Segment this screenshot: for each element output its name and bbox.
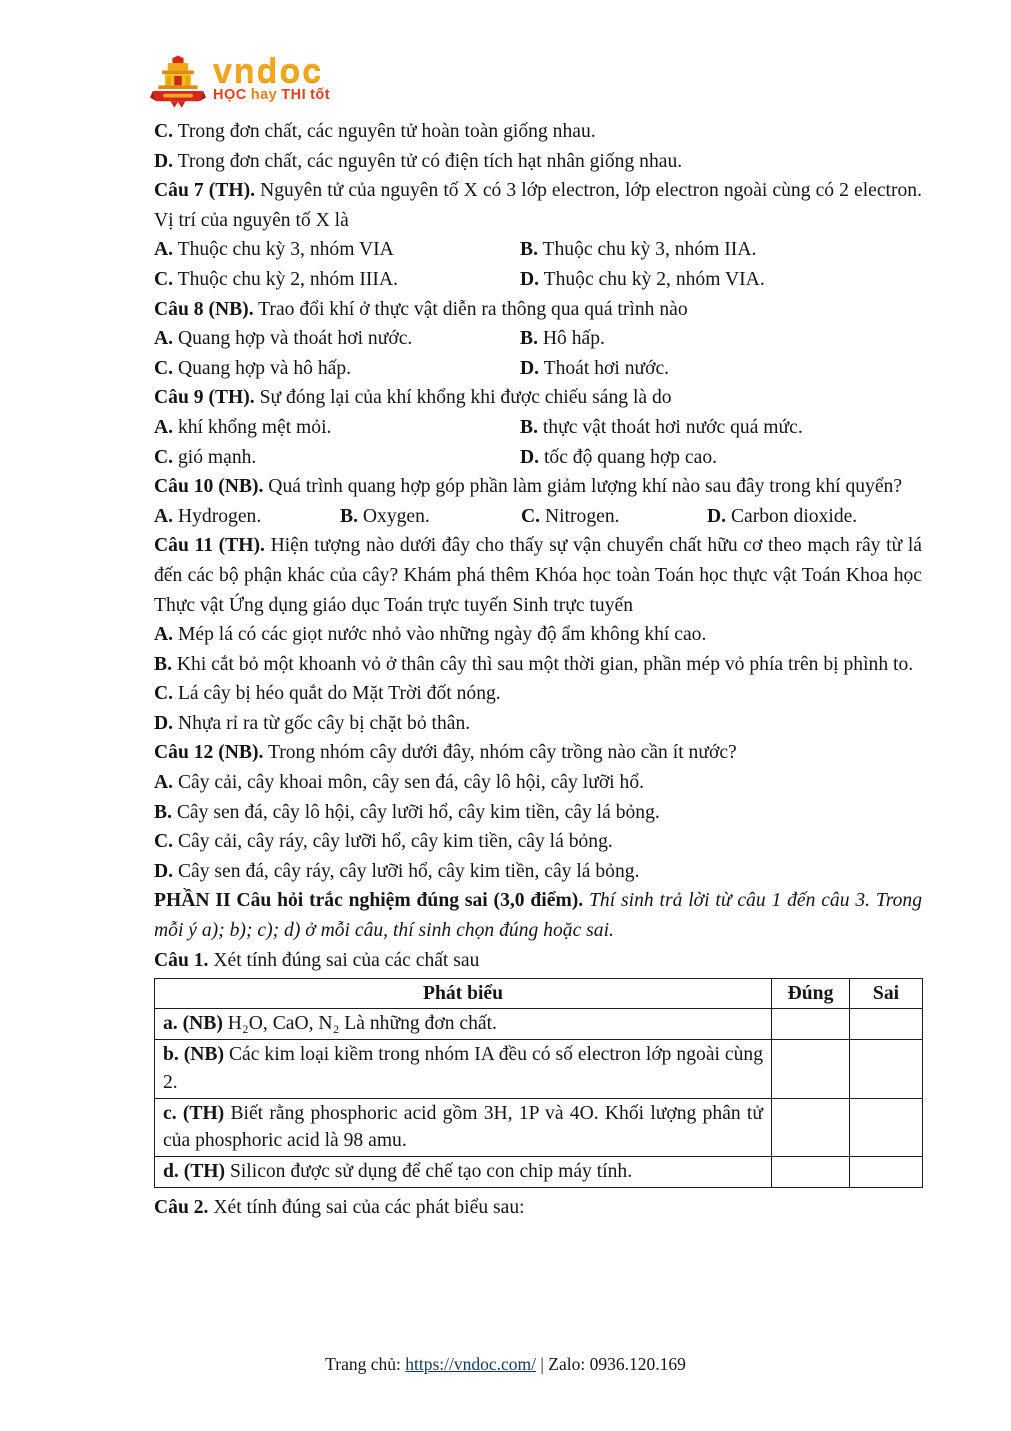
option-text: Cây cải, cây ráy, cây lưỡi hổ, cây kim tiền, cây lá bỏng. [173, 831, 613, 853]
statement-text: Silicon được sử dụng để chế tạo con chip máy tính. [225, 1161, 633, 1183]
option-q12-c [154, 827, 922, 857]
statement-cell-d [155, 1157, 772, 1188]
table-row [155, 1040, 923, 1098]
true-cell-c [772, 1098, 850, 1156]
options-row [154, 443, 922, 473]
column-header-statement: Phát biểu [155, 979, 772, 1009]
statement-label: c. (TH) [163, 1102, 225, 1124]
statement-text: H₂O, CaO, N₂ Là những đơn chất. [222, 1013, 497, 1035]
option-label: D. [520, 357, 540, 379]
table-row [155, 1098, 923, 1156]
section-title: PHẦN II Câu hỏi trắc nghiệm đúng sai (3,0 điểm). [154, 890, 584, 912]
false-cell-b [850, 1040, 923, 1098]
option-text: Oxygen. [357, 505, 430, 527]
option-text: Thuộc chu kỳ 3, nhóm VIA [173, 239, 394, 261]
statement-label: d. (TH) [163, 1161, 226, 1183]
option-q12-d [154, 857, 922, 887]
column-header-false: Sai [850, 979, 923, 1009]
question-7 [154, 176, 922, 235]
document-body [154, 117, 922, 1223]
option-label: C. [154, 121, 174, 142]
option-text: Cây cải, cây khoai môn, cây sen đá, cây lô hội, cây lưỡi hổ. [173, 772, 645, 794]
option-q10-a [154, 502, 340, 532]
question-label: Câu 11 (TH). [154, 535, 265, 557]
question-text: Xét tính đúng sai của các phát biểu sau: [208, 1197, 525, 1219]
section-2-heading [154, 886, 922, 945]
tagline-word: THI [281, 87, 307, 103]
question-text: Nguyên tử của nguyên tố X có 3 lớp electron, lớp electron ngoài cùng có 2 electron. Vị trí của nguyên tố X là [154, 180, 922, 231]
column-header-true: Đúng [772, 979, 850, 1009]
option-q11-b [154, 650, 922, 680]
option-q10-c [521, 502, 707, 532]
option-text: Thuộc chu kỳ 2, nhóm VIA. [539, 268, 765, 290]
statement-cell-a [155, 1009, 772, 1040]
vndoc-logo [150, 52, 334, 112]
option-label: A. [154, 328, 174, 350]
question-text: Sự đóng lại của khí khổng khi được chiếu sáng là do [254, 387, 672, 409]
option-label: C. [521, 505, 541, 527]
false-cell-a [850, 1009, 923, 1040]
option-label: A. [154, 624, 174, 646]
option-q9-d [520, 443, 922, 473]
option-d-q6 [154, 147, 922, 177]
option-q12-b [154, 798, 922, 828]
option-label: A. [154, 416, 174, 438]
option-q7-c [154, 265, 520, 295]
option-text: Trong đơn chất, các nguyên tử hoàn toàn giống nhau. [173, 121, 596, 142]
option-q10-d [707, 502, 922, 532]
option-label: B. [520, 328, 538, 350]
question-label: Câu 2. [154, 1197, 209, 1219]
question-9 [154, 383, 922, 413]
footer-separator: | [536, 1354, 549, 1374]
tagline-word: hay [250, 87, 278, 103]
option-q12-a [154, 768, 922, 798]
question-label: Câu 9 (TH). [154, 387, 255, 409]
option-text: Cây sen đá, cây lô hội, cây lưỡi hổ, cây kim tiền, cây lá bỏng. [171, 801, 660, 823]
option-q9-a [154, 413, 520, 443]
question-12 [154, 738, 922, 768]
question-label: Câu 12 (NB). [154, 742, 264, 764]
option-text: Khi cắt bỏ một khoanh vỏ ở thân cây thì sau một thời gian, phần mép vỏ phía trên bị phình to. [171, 653, 914, 675]
question-label: Câu 7 (TH). [154, 180, 256, 202]
true-false-table [154, 978, 923, 1188]
option-label: D. [154, 860, 174, 882]
options-row [154, 265, 922, 295]
question-text: Trong nhóm cây dưới đây, nhóm cây trồng nào cần ít nước? [263, 742, 737, 764]
option-text: Nitrogen. [540, 505, 620, 527]
question-p2-2 [154, 1193, 922, 1223]
question-label: Câu 10 (NB). [154, 476, 264, 498]
option-label: C. [154, 683, 174, 705]
option-label: C. [154, 268, 174, 290]
option-label: B. [520, 416, 538, 438]
option-text: Hydrogen. [173, 505, 262, 527]
option-text: Mép lá có các giọt nước nhỏ vào những ngày độ ẩm không khí cao. [173, 624, 707, 646]
option-label: B. [154, 653, 172, 675]
footer-zalo: Zalo: 0936.120.169 [548, 1354, 686, 1374]
option-label: D. [154, 150, 174, 172]
false-cell-c [850, 1098, 923, 1156]
footer-home-label: Trang chủ: [325, 1354, 406, 1374]
table-row [155, 1009, 923, 1040]
question-text: Hiện tượng nào dưới đây cho thấy sự vận chuyển chất hữu cơ theo mạch rây từ lá đến các bộ phận khác của cây? Khám phá thêm Khóa học toàn Toán học thực vật Toán Khoa học Thực vật Ứng dụng giáo dục Toán trực tuyến Sinh trực tuyến [154, 535, 922, 616]
option-q8-b [520, 324, 922, 354]
option-text: khí khổng mệt mỏi. [173, 416, 332, 438]
option-text: Thuộc chu kỳ 3, nhóm IIA. [537, 239, 757, 261]
option-label: D. [520, 268, 540, 290]
brand-name: vndoc [213, 52, 324, 90]
home-link[interactable]: https://vndoc.com/ [405, 1354, 536, 1374]
question-label: Câu 1. [154, 949, 209, 971]
option-text: Trong đơn chất, các nguyên tử có điện tích hạt nhân giống nhau. [173, 150, 683, 172]
question-11 [154, 531, 922, 620]
option-label: D. [707, 505, 727, 527]
statement-text: Biết rằng phosphoric acid gồm 3H, 1P và 4O. Khối lượng phân tử của phosphoric acid là 98 amu. [163, 1102, 763, 1152]
statement-label: a. (NB) [163, 1013, 223, 1035]
statement-label: b. (NB) [163, 1044, 225, 1066]
option-q7-d [520, 265, 922, 295]
page-footer [0, 1350, 1011, 1378]
logo-text [213, 52, 334, 103]
logo-tagline [213, 87, 334, 103]
question-label: Câu 8 (NB). [154, 298, 254, 320]
option-q11-a [154, 620, 922, 650]
statement-cell-c [155, 1098, 772, 1156]
option-label: A. [154, 505, 174, 527]
option-text: thực vật thoát hơi nước quá mức. [537, 416, 803, 438]
options-row [154, 354, 922, 384]
option-label: B. [520, 239, 538, 261]
tagline-word: HỌC [213, 87, 247, 103]
table-header-row [155, 979, 923, 1009]
option-label: A. [154, 772, 174, 794]
options-row [154, 235, 922, 265]
option-label: B. [154, 801, 172, 823]
option-text: gió mạnh. [173, 446, 257, 468]
tagline-word: tốt [310, 87, 331, 103]
options-row [154, 324, 922, 354]
question-8 [154, 295, 922, 325]
option-q10-b [340, 502, 521, 532]
question-text: Quá trình quang hợp góp phần làm giảm lượng khí nào sau đây trong khí quyển? [263, 476, 903, 498]
option-label: C. [154, 357, 174, 379]
options-row [154, 502, 922, 532]
option-q8-d [520, 354, 922, 384]
option-c-q6 [154, 117, 922, 147]
options-row [154, 413, 922, 443]
option-q7-a [154, 235, 520, 265]
question-p2-1 [154, 946, 922, 976]
option-label: C. [154, 446, 174, 468]
option-text: Nhựa rỉ ra từ gốc cây bị chặt bỏ thân. [173, 712, 471, 734]
option-label: B. [340, 505, 358, 527]
false-cell-d [850, 1157, 923, 1188]
option-q9-c [154, 443, 520, 473]
option-text: Thuộc chu kỳ 2, nhóm IIIA. [173, 268, 398, 290]
option-text: Quang hợp và thoát hơi nước. [173, 328, 413, 350]
option-text: Cây sen đá, cây ráy, cây lưỡi hổ, cây kim tiền, cây lá bỏng. [173, 860, 640, 882]
true-cell-a [772, 1009, 850, 1040]
option-q11-d [154, 709, 922, 739]
option-text: Quang hợp và hô hấp. [173, 357, 352, 379]
option-label: D. [154, 712, 174, 734]
option-text: Lá cây bị héo quắt do Mặt Trời đốt nóng. [173, 683, 501, 705]
question-text: Trao đổi khí ở thực vật diễn ra thông qua quá trình nào [253, 298, 688, 320]
section-instructions: Thí sinh trả lời từ câu 1 đến câu 3. Trong mỗi ý a); b); c); d) ở mỗi câu, thí sinh chọn đúng hoặc sai. [154, 890, 922, 942]
option-label: D. [520, 446, 540, 468]
table-row [155, 1157, 923, 1188]
option-label: A. [154, 239, 174, 261]
question-10 [154, 472, 922, 502]
option-text: tốc độ quang hợp cao. [539, 446, 718, 468]
option-q8-c [154, 354, 520, 384]
pagoda-emblem-icon [150, 55, 206, 112]
option-q11-c [154, 679, 922, 709]
option-q9-b [520, 413, 922, 443]
option-q7-b [520, 235, 922, 265]
option-text: Hô hấp. [537, 328, 605, 350]
option-q8-a [154, 324, 520, 354]
option-text: Carbon dioxide. [726, 505, 858, 527]
true-cell-b [772, 1040, 850, 1098]
option-label: C. [154, 831, 174, 853]
option-text: Thoát hơi nước. [539, 357, 670, 379]
statement-text: Các kim loại kiềm trong nhóm IA đều có số electron lớp ngoài cùng 2. [163, 1044, 764, 1093]
question-text: Xét tính đúng sai của các chất sau [208, 949, 480, 971]
statement-cell-b [155, 1040, 772, 1098]
true-cell-d [772, 1157, 850, 1188]
